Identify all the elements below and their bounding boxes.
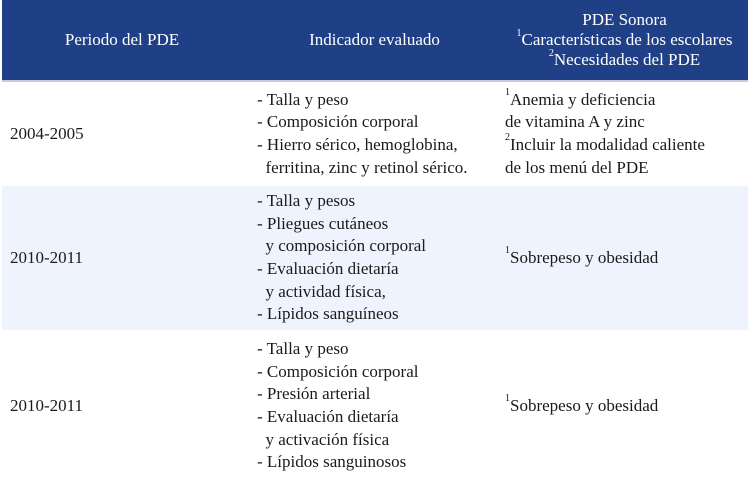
- indicator-cell: [257, 82, 497, 186]
- indicator-line: - Presión arterial: [257, 384, 371, 404]
- needs-line: $^1$Anemia y deficiencia: [505, 86, 656, 109]
- needs-line: de vitamina A y zinc: [505, 112, 645, 132]
- indicator-line: - Lípidos sanguíneos: [257, 304, 399, 324]
- period-cell: 2010-2011: [10, 247, 84, 267]
- indicator-line: ferritina, zinc y retinol sérico.: [257, 157, 468, 177]
- header-indicator: Indicador evaluado: [309, 30, 440, 49]
- needs-line: de los menú del PDE: [505, 157, 649, 177]
- indicator-line: - Talla y pesos: [257, 191, 356, 211]
- header-needs: $^2$Necesidades del PDE: [548, 48, 701, 69]
- needs-line: $^1$Sobrepeso y obesidad: [505, 244, 659, 267]
- indicator-line: - Talla y peso: [257, 339, 349, 359]
- table-header: [2, 0, 748, 82]
- needs-line: $^1$Sobrepeso y obesidad: [505, 392, 659, 415]
- indicator-line: - Composición corporal: [257, 361, 419, 381]
- indicator-line: - Pliegues cutáneos: [257, 213, 389, 233]
- table-row: [2, 186, 748, 330]
- indicator-line: - Lípidos sanguinosos: [257, 452, 407, 472]
- header-pde-sonora-title: PDE Sonora: [582, 10, 667, 29]
- indicator-line: y activación física: [257, 429, 390, 449]
- header-period: Periodo del PDE: [64, 30, 180, 49]
- indicator-line: - Evaluación dietaría: [257, 407, 399, 426]
- indicator-line: y actividad física,: [257, 281, 386, 301]
- period-cell: 2010-2011: [10, 395, 84, 415]
- needs-cell: [505, 186, 750, 330]
- indicator-cell: [257, 186, 497, 330]
- indicator-line: - Composición corporal: [257, 112, 419, 132]
- needs-cell: [505, 82, 750, 186]
- indicator-line: y composición corporal: [257, 236, 427, 256]
- period-cell: 2004-2005: [10, 123, 84, 143]
- header-pde-sonora: [497, 0, 750, 80]
- footnote-marker: 1: [516, 28, 522, 39]
- indicator-cell: [257, 330, 497, 482]
- indicator-line: - Hierro sérico, hemoglobina,: [257, 135, 458, 154]
- needs-cell: [505, 330, 750, 482]
- footnote-marker: 2: [548, 48, 554, 59]
- table-row: [2, 330, 748, 482]
- table-row: [2, 82, 748, 186]
- header-characteristics: $^1$Características de los escolares: [516, 28, 733, 49]
- needs-line: $^2$Incluir la modalidad caliente: [505, 132, 705, 154]
- indicator-line: - Talla y peso: [257, 89, 349, 109]
- indicator-line: - Evaluación dietaría: [257, 259, 399, 278]
